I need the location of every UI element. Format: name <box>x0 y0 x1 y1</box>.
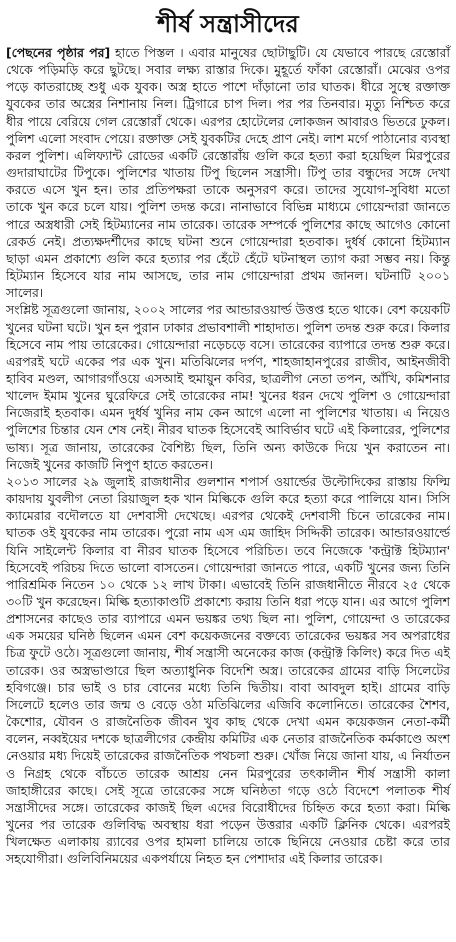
article-body <box>6 44 450 868</box>
paragraph-text: হাতে পিস্তল । এবার মানুষের ছোটাছুটি। যে যেভাবে পারছে রেস্তোরাঁ থেকে পড়িমড়ি করে ছুটছে। সবার লক্ষ্য রাস্তার দিকে। মুহূর্তে ফাঁকা রেস্তোরাঁ। মেঝের ওপর পড়ে কাতরাচ্ছে শুধু এক যুবক। অস্ত্র হাতে পাশে দাঁড়ানো তার ঘাতক। ধীরে সুস্থে রক্তাক্ত যুবকের তার অস্ত্রের নিশানায় নিল। ট্রিগারে চাপ দিল। পর পর তিনবার। মৃত্যু নিশ্চিত করে ধীর পায়ে বেরিয়ে গেল রেস্তোরাঁ থেকে। এরপর হোটেলের লোকজন আবারও ভিতরে ঢুকল। পুলিশ এলো সংবাদ পেয়ে। রক্তাক্ত সেই যুবকটির দেহে প্রাণ নেই। লাশ মর্গে পাঠানোর ব্যবস্থা করল পুলিশ। এলিফ্যান্ট রোডের একটি রেস্তোরাঁয় গুলি করে হত্যা করা হয়েছিল মিরপুরের গুদারাঘাটের টিপুকে। পুলিশের খাতায় টিপু ছিলেন সন্ত্রাসী। টিপু তার বন্ধুদের সঙ্গে দেখা করতে এসে খুন হন। তার প্রতিপক্ষরা তাকে অনুসরণ করে। তাদের সুযোগ-সুবিধা মতো তাকে খুন করে চলে যায়। পুলিশ তদন্ত করে। নানাভাবে বিভিন্ন মাধ্যমে গোয়েন্দারা জানতে পারে অস্ত্রধারী সেই হিটম্যানের নাম তারেক। তারেক সম্পর্কে পুলিশের কাছে আগেও কোনো রেকর্ড নেই। প্রত্যক্ষদর্শীদের কাছে ঘটনা শুনে গোয়েন্দারা হতবাক। দুর্ধর্ষ কোনো হিটম্যান ছাড়া এমন প্রকাশ্যে গুলি করে হত্যার পর হেঁটে হেঁটে ঘটনাস্থল ত্যাগ করা সম্ভব নয়। কিন্তু হিটম্যান হিসেবে যার নাম আসছে, তার নাম গোয়েন্দারা প্রথম জানল। ঘটনাটি ২০০১ সালের। <box>6 45 450 301</box>
article-headline: শীর্ষ সন্ত্রাসীদের <box>157 10 299 38</box>
paragraph-text: ২০১৩ সালের ২৯ জুলাই রাজধানীর গুলশান শপার্স ওয়ার্ল্ডের উল্টোদিকের রাস্তায় ফিল্মি কায়দায় যুবলীগ নেতা রিয়াজুল হক খান মিল্কিকে গুলি করে হত্যা করে পালিয়ে যান। সিসি ক্যামেরার বদৌলতে যা দেশবাসী দেখেছে। এরপর থেকেই দেশবাসী চিনে তারেকের নাম। ঘাতক ওই যুবকের নাম তারেক। পুরো নাম এস এম জাহিদ সিদ্দিকী তারেক। আন্ডারওয়ার্ল্ডে যিনি সাইলেন্ট কিলার বা নীরব ঘাতক হিসেবে পরিচিত। তবে নিজেকে 'কন্ট্রাক্ট হিটম্যান' হিসেবেই পরিচয় দিতে ভালো বাসতেন। গোয়েন্দারা জানতে পারে, একটি খুনের জন্য তিনি পারিশ্রমিক নিতেন ১০ থেকে ১২ লাখ টাকা। এভাবেই তিনি রাজধানীতে নীরবে ২৫ থেকে ৩০টি খুন করেছেন। মিল্কি হত্যাকাণ্ডটি প্রকাশ্যে করায় তিনি ধরা পড়ে যান। এর আগে পুলিশ প্রশাসনের কাছেও তার ব্যাপারে এমন ভয়ঙ্কর তথ্য ছিল না। পুলিশ, গোয়েন্দা ও তারেকের এক সময়ের ঘনিষ্ঠ ছিলেন এমন বেশ কয়েকজনের বক্তব্যে তারেকের ভয়ঙ্কর সব অপরাধের চিত্র ফুটে ওঠে। সূত্রগুলো জানায়, শীর্ষ সন্ত্রাসী অনেকের কাজ (কন্ট্রাক্ট কিলিং) করে দিত এই তারেক। ওর অস্ত্রভাণ্ডারে ছিল অত্যাধুনিক বিদেশি অস্ত্র। তারেকের গ্রামের বাড়ি সিলেটের হবিগঞ্জে। চার ভাই ও চার বোনের মধ্যে তিনি দ্বিতীয়। বাবা আবদুল হাই। গ্রামের বাড়ি সিলেটে হলেও তার জন্ম ও বেড়ে ওঠা মতিঝিলের এজিবি কলোনিতে। তারেকের শৈশব, কৈশোর, যৌবন ও রাজনৈতিক জীবন খুব কাছ থেকে দেখা এমন কয়েকজন নেতা-কর্মী বলেন, নব্বইয়ের দশকে ছাত্রলীগের কেন্দ্রীয় কমিটির এক নেতার রাজনৈতিক কর্মকাণ্ডে অংশ নেওয়ার মধ্য দিয়েই তারেকের রাজনৈতিক পথচলা শুরু। খোঁজ নিয়ে জানা যায়, এ নির্যাতন ও নিগ্রহ থেকে বাঁচতে তারেক আশ্রয় নেন মিরপুরের তৎকালীন শীর্ষ সন্ত্রাসী কালা জাহাঙ্গীরের কাছে। সেই সূত্রে তারেকের সঙ্গে ঘনিষ্ঠতা গড়ে ওঠে বিদেশে পলাতক শীর্ষ সন্ত্রাসীদের সঙ্গে। তারেকের কাজই ছিল এদের বিরোধীদের চিহ্নিত করে হত্যা করা। মিল্কি খুনের পর তারেক গুলিবিদ্ধ অবস্থায় ধরা পড়েন উত্তরার একটি ক্লিনিক থেকে। এরপরই খিলক্ষেত এলাকায় র‌্যাবের ওপর হামলা চালিয়ে তাকে ছিনিয়ে নেওয়ার চেষ্টা করে তার সহযোগীরা। গুলিবিনিময়ের একপর্যায়ে নিহত হন পেশাদার এই কিলার তারেক। <box>6 473 450 867</box>
paragraph-text: সংশ্লিষ্ট সূত্রগুলো জানায়, ২০০২ সালের পর আন্ডারওয়ার্ল্ড উত্তপ্ত হতে থাকে। বেশ কয়েকটি খুনের ঘটনা ঘটে। খুন হন পুরান ঢাকার প্রভাবশালী শাহাদাত। পুলিশ তদন্ত শুরু করে। কিলার হিসেবে নাম পায় তারেকের। গোয়েন্দারা নড়েচড়ে বসে। তারেকের ব্যাপারে তদন্ত শুরু করে। এরপরই ঘটে একের পর এক খুন। মতিঝিলের দর্পণ, শাহজাহানপুরের রাজীব, আইনজীবী হাবিব মণ্ডল, আগারগাঁওয়ে এসআই হুমায়ুন কবির, ছাত্রলীগ নেতা তপন, আঁখি, কমিশনার খালেদ ইমাম খুনের ঘুরেফিরে সেই তারেকের নাম! খুনের ধরন দেখে পুলিশ ও গোয়েন্দারা নিজেরাই হতবাক। এমন দুর্ধর্ষ খুনির নাম কেন আগে এলো না পুলিশের খাতায়। এ নিয়েও পুলিশের চিন্তার যেন শেষ নেই। নীরব ঘাতক হিসেবেই আবির্ভাব ঘটে এই কিলারের, পুলিশের ভাষ্য। সূত্র জানায়, তারেকের বৈশিষ্ট্য ছিল, তিনি অন্য কাউকে দিয়ে খুন করাতেন না। নিজেই খুনের কাজটি নিপুণ হাতে করতেন। <box>6 302 450 472</box>
article-paragraph-1 <box>6 44 450 301</box>
continuation-kicker: [পেছনের পৃষ্ঠার পর] <box>6 45 111 60</box>
article-paragraph-2 <box>6 301 450 473</box>
article-paragraph-3 <box>6 473 450 868</box>
